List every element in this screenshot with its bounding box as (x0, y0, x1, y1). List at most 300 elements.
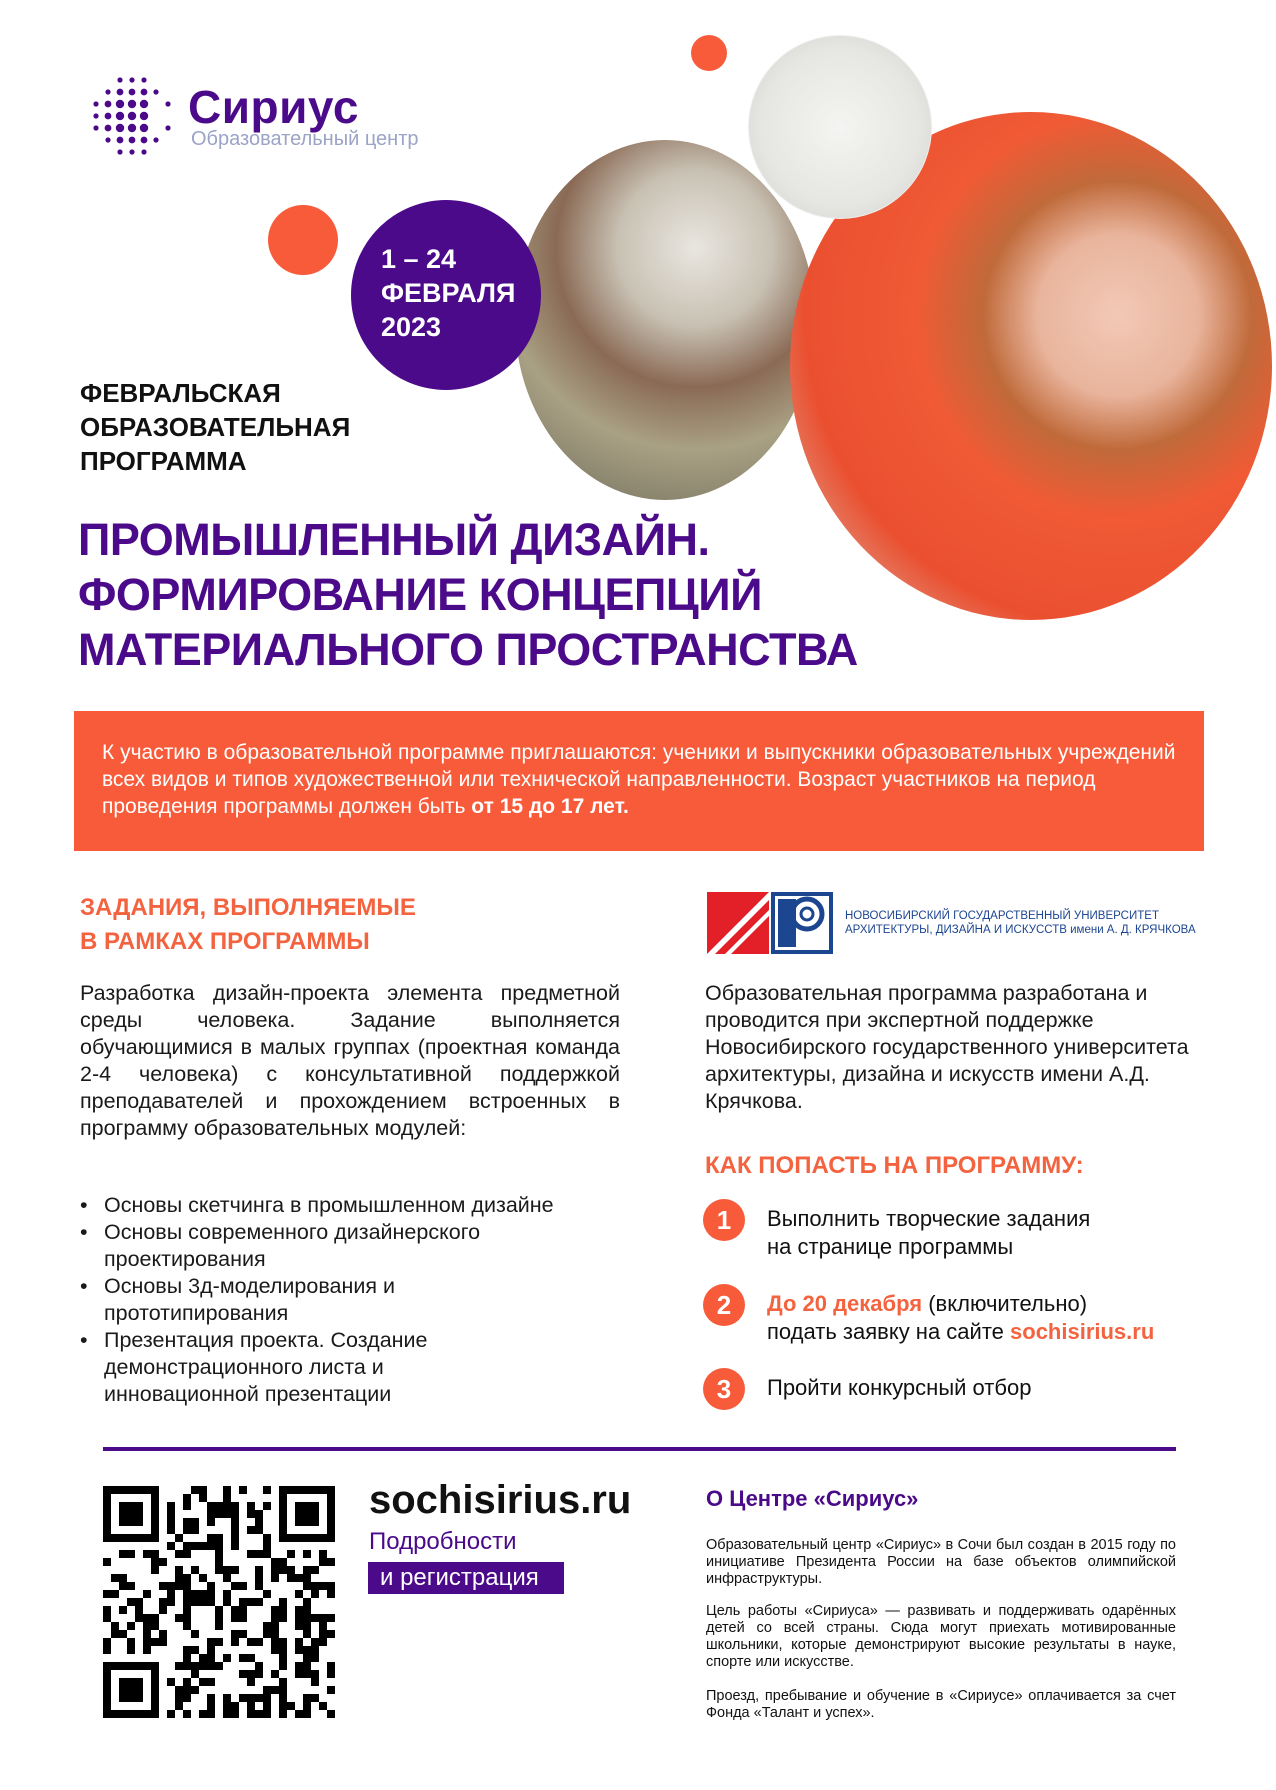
qr-module (311, 1582, 319, 1590)
logo-dot (128, 100, 136, 108)
qr-module (271, 1630, 279, 1638)
qr-module (295, 1710, 303, 1718)
program-type-line: ПРОГРАММА (80, 446, 247, 476)
qr-module (183, 1502, 191, 1510)
qr-module (199, 1710, 207, 1718)
logo-dot (140, 124, 148, 132)
qr-module (303, 1654, 311, 1662)
divider (103, 1447, 1176, 1451)
qr-module (159, 1630, 167, 1638)
qr-module (231, 1502, 239, 1510)
decor-circle-orange (268, 205, 338, 275)
qr-module (215, 1622, 223, 1630)
about-heading: О Центре «Сириус» (706, 1486, 919, 1511)
qr-module (191, 1598, 199, 1606)
logo-dot (116, 112, 124, 120)
qr-module (231, 1710, 239, 1718)
qr-module (327, 1630, 335, 1638)
qr-module (319, 1630, 327, 1638)
qr-module (223, 1694, 231, 1702)
modules-list (80, 1192, 640, 1408)
qr-module (295, 1606, 303, 1614)
qr-module (159, 1582, 167, 1590)
qr-module (231, 1614, 239, 1622)
qr-module (271, 1638, 279, 1646)
logo-dot (117, 77, 122, 82)
qr-module (199, 1590, 207, 1598)
qr-module (295, 1646, 303, 1654)
qr-module (151, 1566, 159, 1574)
qr-module (103, 1590, 111, 1598)
logo-dot (165, 101, 170, 106)
registration-label[interactable]: и регистрация (368, 1562, 564, 1594)
qr-module (207, 1534, 215, 1542)
qr-module (215, 1510, 223, 1518)
logo-dot (105, 113, 112, 120)
qr-module (311, 1638, 319, 1646)
qr-module (175, 1574, 183, 1582)
qr-module (271, 1646, 279, 1654)
qr-module (215, 1662, 223, 1670)
qr-module (175, 1566, 183, 1574)
logo-dot (117, 149, 122, 154)
about-paragraph: Цель работы «Сириуса» — развивать и поддерживать одарённых детей со всей страны. Сюда могут приехать мотивированные школьники, которые демонстрируют высокие результаты в науке, спорте или искусстве. (706, 1603, 1176, 1670)
logo-dot (140, 112, 148, 120)
invitation-banner (74, 711, 1204, 851)
qr-module (319, 1614, 327, 1622)
qr-module (279, 1710, 287, 1718)
qr-module (159, 1558, 167, 1566)
qr-module (183, 1494, 191, 1502)
qr-module (103, 1614, 111, 1622)
qr-module (223, 1486, 231, 1494)
tasks-description: Разработка дизайн-проекта элемента предметной среды человека. Задание выполняется обучающимися в малых группах (проектная команда 2-4 человека) с консультативной поддержкой преподавателей и прохождением встроенных в программу образовательных модулей: (80, 981, 620, 1140)
qr-module (255, 1710, 263, 1718)
qr-module (143, 1614, 151, 1622)
qr-module (247, 1510, 255, 1518)
qr-module (255, 1598, 263, 1606)
logo-dot (129, 137, 136, 144)
dates-range: 1 – 24 (381, 244, 457, 274)
module-item: • Основы 3д-моделирования и прототипирования (80, 1273, 450, 1327)
step-3 (703, 1374, 1031, 1410)
qr-module (191, 1542, 199, 1550)
qr-module (327, 1590, 335, 1598)
qr-module (239, 1598, 247, 1606)
qr-module (207, 1662, 215, 1670)
qr-module (279, 1598, 287, 1606)
qr-module (279, 1678, 287, 1686)
qr-module (263, 1710, 271, 1718)
qr-module (127, 1550, 135, 1558)
qr-module (255, 1662, 263, 1670)
site-url[interactable]: sochisirius.ru (369, 1478, 632, 1522)
qr-module (239, 1486, 247, 1494)
qr-module (231, 1606, 239, 1614)
qr-module (127, 1646, 135, 1654)
tasks-heading-line: В РАМКАХ ПРОГРАММЫ (80, 928, 370, 955)
nsu-emblem-icon (707, 892, 833, 954)
qr-module (247, 1710, 255, 1718)
qr-module (271, 1566, 279, 1574)
qr-module (175, 1662, 183, 1670)
qr-module (199, 1486, 207, 1494)
qr-module (327, 1582, 335, 1590)
qr-module (119, 1550, 127, 1558)
step-1 (703, 1205, 1090, 1261)
step-number: 1 (703, 1199, 745, 1241)
qr-module (311, 1614, 319, 1622)
about-paragraph: Проезд, пребывание и обучение в «Сириусе» оплачивается за счет Фонда «Талант и успех». (706, 1688, 1176, 1721)
qr-module (255, 1638, 263, 1646)
qr-module (207, 1710, 215, 1718)
qr-module (199, 1678, 207, 1686)
logo-dot (116, 100, 124, 108)
site-link[interactable]: sochisirius.ru (1010, 1319, 1155, 1344)
qr-module (223, 1654, 231, 1662)
logo-dot (117, 137, 124, 144)
qr-module (279, 1686, 287, 1694)
qr-module (271, 1622, 279, 1630)
qr-module (183, 1622, 191, 1630)
qr-module (319, 1622, 327, 1630)
qr-module (207, 1590, 215, 1598)
qr-module (103, 1606, 111, 1614)
nsu-name-line: НОВОСИБИРСКИЙ ГОСУДАРСТВЕННЫЙ УНИВЕРСИТЕТ (845, 910, 1159, 922)
tasks-heading-line: ЗАДАНИЯ, ВЫПОЛНЯЕМЫЕ (80, 894, 416, 921)
qr-module (183, 1646, 191, 1654)
qr-module (183, 1518, 191, 1526)
qr-module (295, 1622, 303, 1630)
qr-module (303, 1550, 311, 1558)
step-number: 2 (703, 1284, 745, 1326)
qr-module (311, 1646, 319, 1654)
qr-module (295, 1670, 303, 1678)
qr-module (215, 1566, 223, 1574)
qr-module (223, 1710, 231, 1718)
qr-module (167, 1502, 175, 1510)
qr-module (103, 1638, 111, 1646)
qr-module (119, 1582, 127, 1590)
logo-dot (128, 112, 136, 120)
qr-module (223, 1494, 231, 1502)
about-paragraph: Образовательный центр «Сириус» в Сочи был создан в 2015 году по инициативе Президента России на базе объектов олимпийской инфраструктуры. (706, 1537, 1176, 1587)
qr-module (151, 1614, 159, 1622)
qr-module (303, 1582, 311, 1590)
step-text: Пройти конкурсный отбор (767, 1375, 1032, 1400)
qr-module (239, 1670, 247, 1678)
qr-module (255, 1510, 263, 1518)
qr-module (215, 1534, 223, 1542)
qr-module (191, 1646, 199, 1654)
qr-module (239, 1614, 247, 1622)
qr-module (279, 1694, 287, 1702)
qr-module (239, 1654, 247, 1662)
sirius-logo-dots-icon (88, 72, 174, 158)
qr-module (271, 1686, 279, 1694)
qr-module (327, 1614, 335, 1622)
step-text: (включительно) (922, 1291, 1088, 1316)
qr-module (199, 1654, 207, 1662)
logo-dot (129, 89, 136, 96)
qr-module (111, 1590, 119, 1598)
logo-dot (141, 77, 146, 82)
qr-module (143, 1590, 151, 1598)
qr-module (215, 1550, 223, 1558)
qr-module (247, 1638, 255, 1646)
qr-module (279, 1566, 287, 1574)
brand-subtitle: Образовательный центр (191, 128, 419, 150)
qr-module (183, 1598, 191, 1606)
qr-module (287, 1550, 295, 1558)
nsu-logo (707, 892, 1196, 954)
qr-module (191, 1526, 199, 1534)
qr-module (103, 1646, 111, 1654)
qr-module (191, 1518, 199, 1526)
qr-module (215, 1558, 223, 1566)
qr-module (279, 1606, 287, 1614)
qr-module (311, 1590, 319, 1598)
qr-module (159, 1606, 167, 1614)
qr-module (175, 1534, 183, 1542)
qr-module (223, 1502, 231, 1510)
logo-dot (165, 125, 170, 130)
qr-module (191, 1630, 199, 1638)
title-line: ПРОМЫШЛЕННЫЙ ДИЗАЙН. (78, 514, 710, 565)
module-item: • Основы современного дизайнерского проектирования (80, 1219, 550, 1273)
qr-module (119, 1574, 127, 1582)
qr-module (199, 1542, 207, 1550)
qr-module (183, 1678, 191, 1686)
logo-dot (141, 89, 148, 96)
qr-module (263, 1534, 271, 1542)
qr-module (175, 1614, 183, 1622)
qr-module (135, 1598, 143, 1606)
qr-module (247, 1702, 255, 1710)
details-label: Подробности (369, 1528, 517, 1555)
qr-module (303, 1598, 311, 1606)
qr-module (327, 1710, 335, 1718)
step-number: 3 (703, 1368, 745, 1410)
qr-module (183, 1590, 191, 1598)
qr-module (135, 1606, 143, 1614)
qr-module (303, 1670, 311, 1678)
qr-module (167, 1510, 175, 1518)
photo-sketch-hand (748, 35, 932, 219)
qr-module (303, 1606, 311, 1614)
qr-module (255, 1550, 263, 1558)
qr-module (183, 1550, 191, 1558)
step-text: на странице программы (767, 1234, 1014, 1259)
qr-module (295, 1662, 303, 1670)
qr-module (175, 1582, 183, 1590)
qr-module (263, 1622, 271, 1630)
qr-module (303, 1630, 311, 1638)
qr-module (223, 1598, 231, 1606)
qr-module (207, 1510, 215, 1518)
qr-module (303, 1622, 311, 1630)
qr-module (255, 1670, 263, 1678)
logo-dot (105, 89, 110, 94)
qr-module (183, 1694, 191, 1702)
qr-module (207, 1678, 215, 1686)
qr-module (263, 1502, 271, 1510)
qr-module (199, 1598, 207, 1606)
step-text: подать заявку на сайте (767, 1319, 1011, 1344)
qr-module (167, 1526, 175, 1534)
qr-module (143, 1646, 151, 1654)
qr-module (231, 1638, 239, 1646)
qr-module (295, 1614, 303, 1622)
step-text: Выполнить творческие задания (767, 1206, 1091, 1231)
qr-module (303, 1646, 311, 1654)
qr-module (143, 1622, 151, 1630)
qr-module (167, 1542, 175, 1550)
logo-dot (116, 124, 124, 132)
qr-module (287, 1566, 295, 1574)
qr-module (231, 1542, 239, 1550)
qr-module (151, 1622, 159, 1630)
qr-module (239, 1582, 247, 1590)
qr-module (271, 1606, 279, 1614)
qr-module (159, 1638, 167, 1646)
qr-module (319, 1582, 327, 1590)
qr-module (327, 1686, 335, 1694)
qr-module (207, 1598, 215, 1606)
deadline: До 20 декабря (767, 1291, 923, 1316)
qr-module (191, 1590, 199, 1598)
qr-module (207, 1518, 215, 1526)
qr-module (295, 1590, 303, 1598)
qr-module (231, 1534, 239, 1542)
qr-module (215, 1542, 223, 1550)
qr-code[interactable] (103, 1486, 335, 1718)
logo-dot (153, 137, 158, 142)
qr-module (327, 1662, 335, 1670)
qr-module (327, 1558, 335, 1566)
logo-dot (128, 124, 136, 132)
nsu-name (845, 909, 1196, 937)
qr-module (183, 1686, 191, 1694)
qr-module (143, 1630, 151, 1638)
qr-module (303, 1702, 311, 1710)
qr-module (303, 1662, 311, 1670)
qr-module (199, 1494, 207, 1502)
logo-dot (105, 101, 112, 108)
qr-module (207, 1582, 215, 1590)
qr-module (223, 1566, 231, 1574)
qr-module (239, 1630, 247, 1638)
qr-module (183, 1654, 191, 1662)
qr-module (191, 1486, 199, 1494)
logo-dot (129, 77, 134, 82)
step-2 (703, 1290, 1154, 1346)
partner-text: Образовательная программа разработана и проводится при экспертной поддержке Новосибирского государственного университета архитектуры, дизайна и искусств имени А.Д. Крячкова. (705, 981, 1189, 1113)
qr-module (207, 1646, 215, 1654)
qr-module (311, 1670, 319, 1678)
qr-module (255, 1518, 263, 1526)
qr-module (255, 1582, 263, 1590)
qr-module (311, 1654, 319, 1662)
qr-module (271, 1670, 279, 1678)
qr-module (279, 1558, 287, 1566)
qr-module (231, 1630, 239, 1638)
qr-module (303, 1694, 311, 1702)
qr-module (263, 1550, 271, 1558)
qr-module (207, 1654, 215, 1662)
qr-module (279, 1654, 287, 1662)
qr-module (287, 1574, 295, 1582)
age-range: от 15 до 17 лет. (471, 795, 629, 818)
qr-module (183, 1574, 191, 1582)
program-type-line: ФЕВРАЛЬСКАЯ (80, 378, 281, 408)
program-type-line: ОБРАЗОВАТЕЛЬНАЯ (80, 412, 351, 442)
logo-dot (141, 137, 148, 144)
qr-module (215, 1614, 223, 1622)
qr-module (231, 1566, 239, 1574)
qr-module (303, 1710, 311, 1718)
qr-module (255, 1566, 263, 1574)
qr-module (247, 1670, 255, 1678)
how-to-heading: КАК ПОПАСТЬ НА ПРОГРАММУ: (705, 1152, 1084, 1179)
program-type (80, 376, 350, 478)
qr-module (199, 1662, 207, 1670)
qr-module (327, 1670, 335, 1678)
qr-module (175, 1550, 183, 1558)
logo-dot (153, 89, 158, 94)
qr-module (135, 1614, 143, 1622)
dates-badge (351, 200, 541, 390)
qr-module (319, 1558, 327, 1566)
qr-module (263, 1542, 271, 1550)
dates-year: 2023 (381, 312, 442, 342)
qr-module (183, 1542, 191, 1550)
qr-module (271, 1574, 279, 1582)
qr-module (223, 1574, 231, 1582)
title-line: ФОРМИРОВАНИЕ КОНЦЕПЦИЙ (78, 569, 762, 620)
logo-dot (141, 149, 146, 154)
logo-dot (117, 89, 124, 96)
qr-module (239, 1606, 247, 1614)
qr-module (175, 1686, 183, 1694)
qr-module (319, 1550, 327, 1558)
qr-module (223, 1702, 231, 1710)
qr-module (103, 1558, 111, 1566)
program-title (78, 512, 858, 677)
invitation-text: К участию в образовательной программе приглашаются: ученики и выпускники образовательных учреждений всех видов и типов художественной или технической направленности. Возраст участников на период проведения программы должен быть (102, 741, 1176, 818)
qr-module (167, 1678, 175, 1686)
qr-module (279, 1614, 287, 1622)
qr-module (303, 1566, 311, 1574)
qr-module (183, 1526, 191, 1534)
logo-dot (105, 137, 110, 142)
qr-module (191, 1662, 199, 1670)
qr-module (167, 1590, 175, 1598)
qr-module (191, 1670, 199, 1678)
qr-module (247, 1550, 255, 1558)
qr-module (159, 1598, 167, 1606)
qr-module (143, 1550, 151, 1558)
qr-module (231, 1582, 239, 1590)
qr-finder (295, 1502, 319, 1526)
qr-module (303, 1614, 311, 1622)
brand-name: Сириус (188, 81, 359, 133)
qr-module (247, 1654, 255, 1662)
qr-module (111, 1630, 119, 1638)
qr-module (183, 1710, 191, 1718)
qr-module (311, 1694, 319, 1702)
qr-module (207, 1542, 215, 1550)
